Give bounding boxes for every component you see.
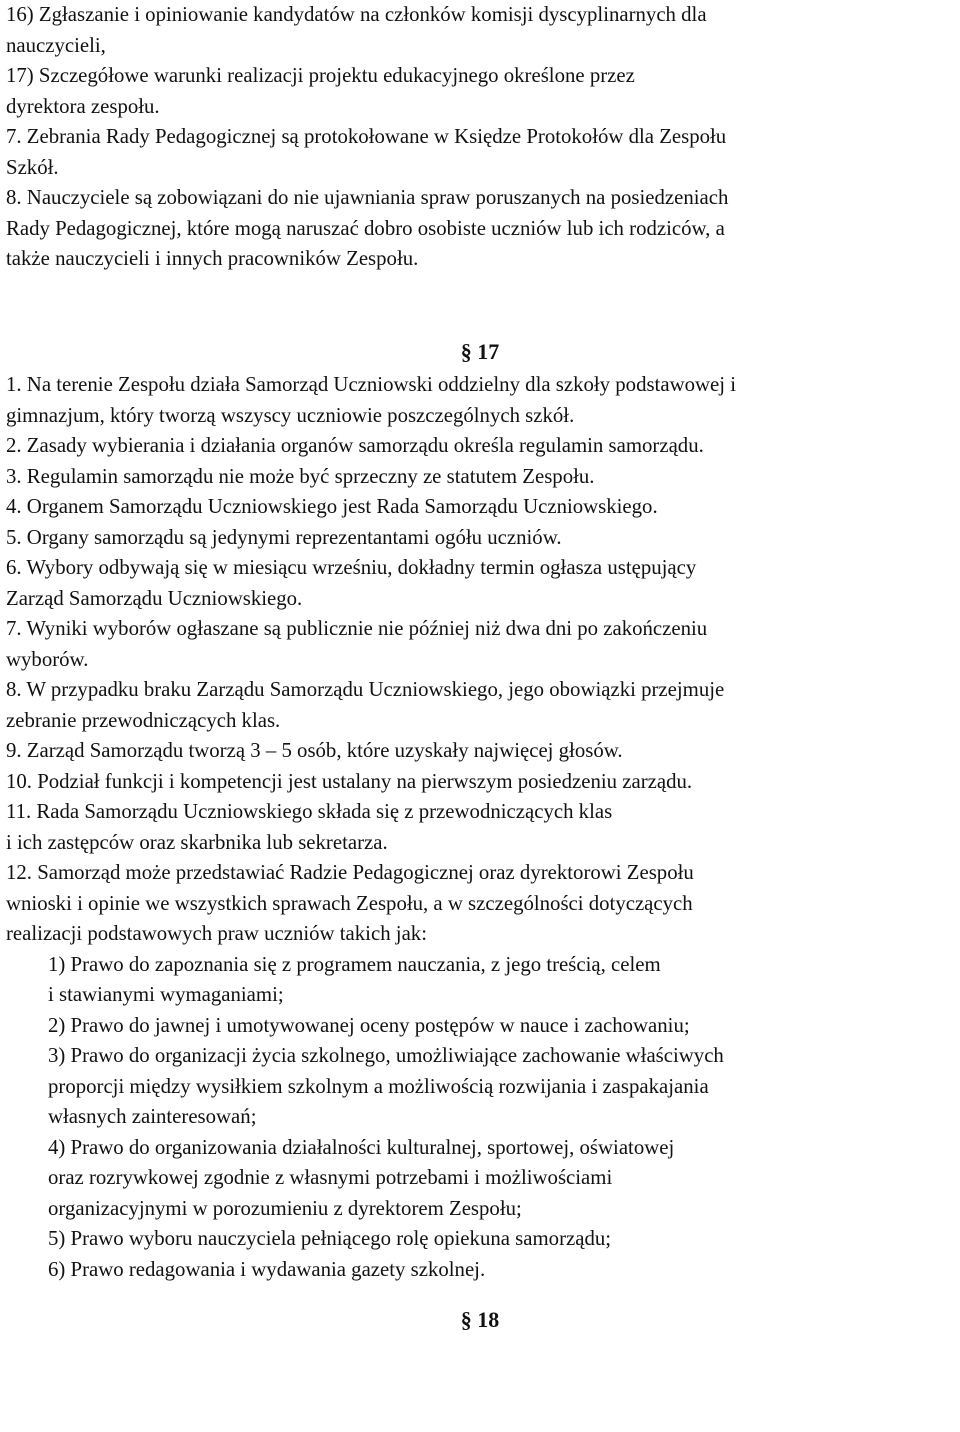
- text-line: 1. Na terenie Zespołu działa Samorząd Uczniowski oddzielny dla szkoły podstawowej i: [6, 373, 736, 396]
- text-line: 11. Rada Samorządu Uczniowskiego składa się z przewodniczących klas: [6, 800, 613, 823]
- text-line: wnioski i opinie we wszystkich sprawach Zespołu, a w szczególności dotyczących: [6, 891, 693, 915]
- list-item: i stawianymi wymaganiami;: [48, 983, 284, 1006]
- document-page: [6, 0, 954, 1336]
- text-line: Rady Pedagogicznej, które mogą naruszać dobro osobiste uczniów lub ich rodziców, a: [6, 216, 725, 240]
- list-item: 3) Prawo do organizacji życia szkolnego, umożliwiające zachowanie właściwych: [48, 1044, 724, 1067]
- section-heading-17: § 17: [460, 338, 500, 364]
- text-line: Zarząd Samorządu Uczniowskiego.: [6, 586, 303, 610]
- text-line: 17) Szczegółowe warunki realizacji projektu edukacyjnego określone przez: [6, 64, 635, 87]
- rights-list: [6, 950, 954, 1286]
- text-line: 10. Podział funkcji i kompetencji jest ustalany na pierwszym posiedzeniu zarządu.: [6, 769, 693, 793]
- list-item: 4) Prawo do organizowania działalności kulturalnej, sportowej, oświatowej: [48, 1135, 675, 1159]
- top-block: [6, 0, 954, 275]
- text-line: realizacji podstawowych praw uczniów takich jak:: [6, 922, 427, 945]
- text-line: 8. W przypadku braku Zarządu Samorządu Uczniowskiego, jego obowiązki przejmuje: [6, 678, 725, 701]
- text-line: także nauczycieli i innych pracowników Zespołu.: [6, 247, 419, 270]
- text-line: i ich zastępców oraz skarbnika lub sekretarza.: [6, 830, 388, 854]
- text-line: 5. Organy samorządu są jedynymi reprezentantami ogółu uczniów.: [6, 525, 562, 549]
- text-line: nauczycieli,: [6, 33, 106, 57]
- text-line: 8. Nauczyciele są zobowiązani do nie ujawniania spraw poruszanych na posiedzeniach: [6, 186, 729, 209]
- text-line: dyrektora zespołu.: [6, 94, 160, 118]
- list-item: 1) Prawo do zapoznania się z programem nauczania, z jego treścią, celem: [48, 952, 661, 976]
- text-line: 6. Wybory odbywają się w miesiącu wrześniu, dokładny termin ogłasza ustępujący: [6, 556, 697, 579]
- text-line: Szkół.: [6, 155, 59, 179]
- list-item: organizacyjnymi w porozumieniu z dyrektorem Zespołu;: [48, 1196, 522, 1220]
- list-item: 2) Prawo do jawnej i umotywowanej oceny postępów w nauce i zachowaniu;: [48, 1013, 690, 1037]
- section-17-body: [6, 370, 954, 950]
- text-line: 3. Regulamin samorządu nie może być sprzeczny ze statutem Zespołu.: [6, 464, 595, 488]
- section-heading-18: § 18: [460, 1307, 500, 1332]
- list-item: proporcji między wysiłkiem szkolnym a możliwością rozwijania i zaspakajania: [48, 1074, 709, 1098]
- list-item: 6) Prawo redagowania i wydawania gazety szkolnej.: [48, 1257, 486, 1281]
- text-line: 4. Organem Samorządu Uczniowskiego jest Rada Samorządu Uczniowskiego.: [6, 495, 658, 518]
- text-line: zebranie przewodniczących klas.: [6, 708, 281, 732]
- text-line: 7. Zebrania Rady Pedagogicznej są protokołowane w Księdze Protokołów dla Zespołu: [6, 125, 727, 148]
- text-line: 2. Zasady wybierania i działania organów samorządu określa regulamin samorządu.: [6, 434, 704, 457]
- list-item: 5) Prawo wyboru nauczyciela pełniącego rolę opiekuna samorządu;: [48, 1227, 612, 1250]
- text-line: 16) Zgłaszanie i opiniowanie kandydatów na członków komisji dyscyplinarnych dla: [6, 3, 707, 26]
- text-line: 9. Zarząd Samorządu tworzą 3 – 5 osób, które uzyskały najwięcej głosów.: [6, 739, 623, 762]
- text-line: 12. Samorząd może przedstawiać Radzie Pedagogicznej oraz dyrektorowi Zespołu: [6, 861, 694, 884]
- text-line: gimnazjum, który tworzą wszyscy uczniowie poszczególnych szkół.: [6, 403, 575, 427]
- text-line: wyborów.: [6, 647, 89, 671]
- text-line: 7. Wyniki wyborów ogłaszane są publicznie nie później niż dwa dni po zakończeniu: [6, 617, 708, 640]
- list-item: oraz rozrywkowej zgodnie z własnymi potrzebami i możliwościami: [48, 1166, 613, 1189]
- list-item: własnych zainteresowań;: [48, 1105, 257, 1128]
